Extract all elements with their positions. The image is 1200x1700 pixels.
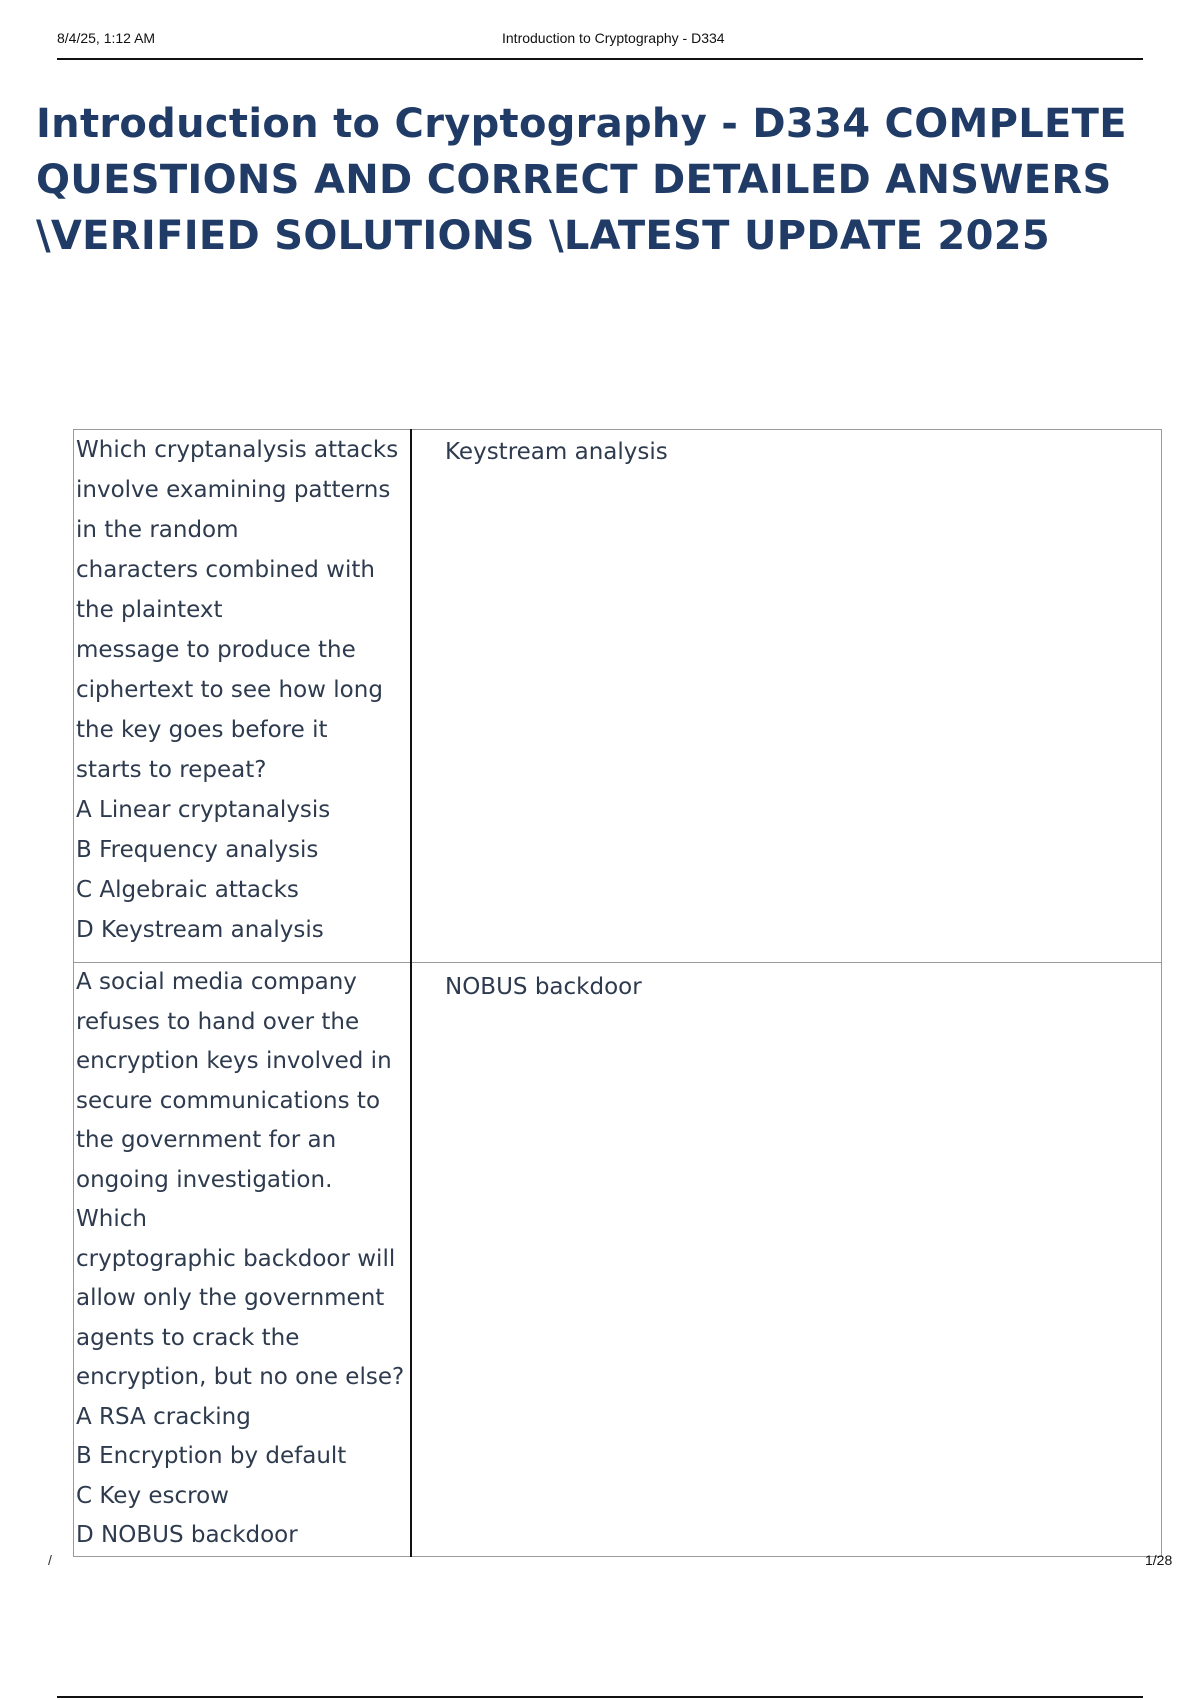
question-cell	[74, 430, 412, 963]
question-line: allow only the government	[76, 1285, 385, 1311]
document-title-line: \VERIFIED SOLUTIONS \LATEST UPDATE 2025	[36, 213, 1050, 259]
bottom-divider	[57, 1696, 1143, 1698]
option-b: B Encryption by default	[76, 1443, 347, 1469]
answer-text: Keystream analysis	[445, 439, 668, 465]
option-d: D Keystream analysis	[76, 917, 324, 943]
question-line: ongoing investigation.	[76, 1166, 333, 1193]
question-line: agents to crack the	[76, 1324, 300, 1351]
document-title-line: QUESTIONS AND CORRECT DETAILED ANSWERS	[36, 157, 1112, 203]
question-line: starts to repeat?	[76, 757, 267, 783]
page-indicator: 1/28	[1145, 1552, 1173, 1568]
answer-cell	[411, 430, 1162, 963]
print-page-title: Introduction to Cryptography - D334	[502, 30, 725, 46]
qa-table	[73, 429, 1162, 1557]
question-line: in the random	[76, 517, 239, 543]
question-line: Which	[76, 1206, 147, 1232]
option-a: A RSA cracking	[76, 1403, 251, 1430]
option-c: C Key escrow	[76, 1482, 229, 1509]
footer-mark: /	[48, 1552, 52, 1568]
question-cell	[74, 963, 412, 1557]
question-line: involve examining patterns	[76, 477, 391, 503]
question-line: secure communications to	[76, 1087, 381, 1114]
print-header	[57, 28, 1143, 60]
question-line: the key goes before it	[76, 717, 328, 743]
question-line: cryptographic backdoor will	[76, 1245, 396, 1272]
question-line: Which cryptanalysis attacks	[76, 437, 399, 463]
question-line: the plaintext	[76, 597, 223, 623]
table-row	[74, 430, 1162, 963]
document-title-line: Introduction to Cryptography - D334 COMPLETE	[36, 101, 1127, 147]
question-line: refuses to hand over the	[76, 1008, 360, 1035]
option-c: C Algebraic attacks	[76, 877, 299, 903]
question-line: the government for an	[76, 1127, 337, 1153]
question-line: message to produce the	[76, 637, 356, 663]
answer-cell	[411, 963, 1162, 1557]
question-line: encryption, but no one else?	[76, 1364, 405, 1390]
document-title	[36, 96, 1176, 264]
option-a: A Linear cryptanalysis	[76, 797, 331, 823]
print-date: 8/4/25, 1:12 AM	[57, 30, 156, 46]
question-line: ciphertext to see how long	[76, 677, 383, 703]
answer-text: NOBUS backdoor	[445, 974, 642, 1000]
option-d: D NOBUS backdoor	[76, 1522, 298, 1548]
question-line: encryption keys involved in	[76, 1048, 392, 1074]
question-line: A social media company	[76, 969, 357, 995]
question-line: characters combined with	[76, 557, 375, 583]
table-row	[74, 963, 1162, 1557]
option-b: B Frequency analysis	[76, 837, 319, 863]
